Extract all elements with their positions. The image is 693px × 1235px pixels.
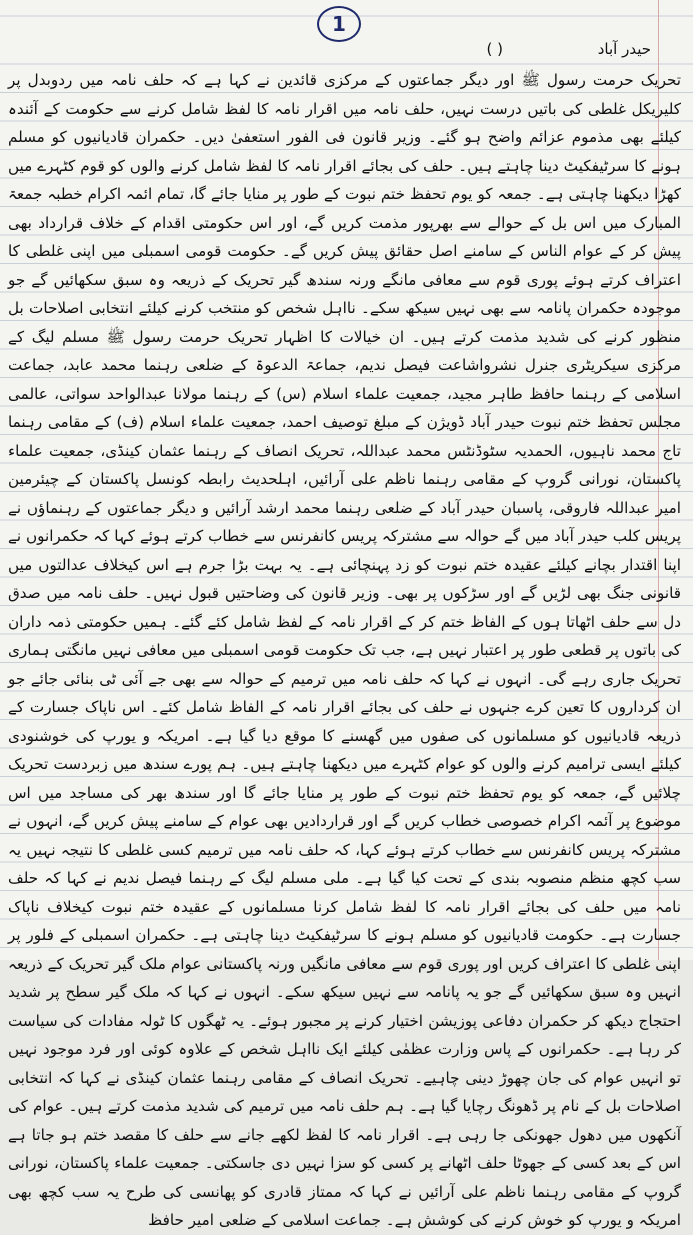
dateline <box>486 40 651 58</box>
dateline-city: حیدر آباد <box>597 40 651 58</box>
handwritten-paragraph: تحریک حرمت رسول ﷺ اور دیگر جماعتوں کے مرکزی قائدین نے کہا ہے کہ حلف نامہ میں ردوبدل پر کلیریکل غلطی کی باتیں درست نہیں، حلف نامہ میں اقرار نامہ کا لفظ شامل کرنے سے حکومت کے آئندہ کیلئے بھی مذموم عزائم واضح ہو گئے۔ وزیر قانون فی الفور استعفیٰ دیں۔ حکمران قادیانیوں کو مسلم ہونے کا سرٹیفکیٹ دینا چاہتے ہیں۔ حلف کی بجائے اقرار نامہ کا لفظ شامل کرنے والوں کو قوم کٹہرے میں کھڑا دیکھنا چاہتی ہے۔ جمعہ کو یوم تحفظ ختم نبوت کے طور پر منایا جائے گا، تمام ائمہ اکرام خطبہ جمعۃ المبارک میں اس بل کے حوالے سے بھرپور مذمت کریں گے، اور اس حکومتی اقدام کے خلاف قرارداد بھی پیش کر کے عوام الناس کے سامنے اصل حقائق پیش کریں گے۔ حکومت قومی اسمبلی میں اپنی غلطی کا اعتراف کرتے ہوئے پوری قوم سے معافی مانگے ورنہ سندھ گیر تحریک کے ذریعہ وہ سبق سکھائیں گے جو موجودہ حکمران پانامہ سے بھی نہیں سیکھ سکے۔ نااہل شخص کو منتخب کرنے کیلئے انتخابی اصلاحات بل منظور کرنے کی شدید مذمت کرتے ہیں۔ ان خیالات کا اظہار تحریک حرمت رسول ﷺ مسلم لیگ کے مرکزی سیکریٹری جنرل نشرواشاعت فیصل ندیم، جماعۃ الدعوۃ کے ضلعی رہنما محمد عابد، جماعت اسلامی کے رہنما حافظ طاہر مجید، جمعیت علماء اسلام (س) کے رہنما مولانا عبدالواحد سواتی، عالمی مجلس تحفظ ختم نبوت حیدر آباد ڈویژن کے مبلغ توصیف احمد، جمعیت علماء اسلام (ف) کے مقامی رہنما تاج محمد ناہیوں، الحمدیہ سٹوڈنٹس محمد عبداللہ، تحریک انصاف کے رہنما عثمان کینڈی، جمعیت علماء پاکستان، نورانی گروپ کے مقامی رہنما ناظم علی آرائیں، اہلحدیث رابطہ کونسل پاکستان کے چیئرمین امیر عبداللہ فاروقی، پاسبان حیدر آباد کے ضلعی رہنما محمد ارشد آرائیں و دیگر جماعتوں کے رہنماؤں نے پریس کلب حیدر آباد میں گے حوالہ سے مشترکہ پریس کانفرنس سے خطاب کرتے ہوئے کہا کہ حکمرانوں نے اپنا اقتدار بچانے کیلئے عقیدہ ختم نبوت کو زد پہنچائی ہے۔ یہ بہت بڑا جرم ہے اس کیخلاف عدالتوں میں قانونی جنگ بھی لڑیں گے اور سڑکوں پر بھی۔ وزیر قانون کی وضاحتیں قبول نہیں۔ حلف نامہ میں صدق دل سے حلف اٹھاتا ہوں کے الفاظ ختم کر کے اقرار نامہ کے لفظ شامل کئے گئے۔ ہمیں حکومتی ذمہ داران کی باتوں پر قطعی طور پر اعتبار نہیں ہے، جب تک حکومت قومی اسمبلی میں معافی نہیں مانگتی ہماری تحریک جاری رہے گی۔ انہوں نے کہا کہ حلف نامہ میں ترمیم کے حوالہ سے بھی جے آئی ٹی بنائی جائے جو ان کرداروں کا تعین کرے جنہوں نے حلف کی بجائے اقرار نامہ کے الفاظ شامل کئے۔ اس ناپاک جسارت کے ذریعہ قادیانیوں کو مسلمانوں کی صفوں میں گھسنے کا موقع دیا گیا ہے۔ امریکہ و یورپ کی خوشنودی کیلئے ایسی ترامیم کرنے والوں کو عوام کٹہرے میں دیکھنا چاہتے ہیں۔ ہم پورے سندھ میں زبردست تحریک چلائیں گے، جمعہ کو یوم تحفظ ختم نبوت کے طور پر منایا جائے گا اور سندھ بھر کی مساجد میں اس موضوع پر آئمہ اکرام خصوصی خطاب کریں گے اور قراردادیں بھی عوام کے سامنے پیش کریں گے، انہوں نے مشترکہ پریس کانفرنس سے خطاب کرتے ہوئے کہا، کہ حلف نامہ میں ترمیم کسی غلطی کا نتیجہ نہیں یہ سب کچھ منظم منصوبہ بندی کے تحت کیا گیا ہے۔ ملی مسلم لیگ کے رہنما فیصل ندیم نے کہا کہ حلف نامہ میں حلف کی بجائے اقرار نامہ کا لفظ شامل کرنا مسلمانوں کے عقیدہ ختم نبوت کیخلاف ناپاک جسارت ہے۔ حکومت قادیانیوں کو مسلم ہونے کا سرٹیفکیٹ دینا چاہتی ہے۔ حکمران اسمبلی کے فلور پر اپنی غلطی کا اعتراف کریں اور پوری قوم سے معافی مانگیں ورنہ پاکستانی عوام ملک گیر تحریک کے ذریعہ انہیں وہ سبق سکھائیں گے جو یہ پانامہ سے نہیں سیکھ سکے۔ انہوں نے کہا کہ ملک گیر سطح پر شدید احتجاج دیکھ کر حکمران دفاعی پوزیشن اختیار کرنے پر مجبور ہوئے۔ یہ ٹھگوں کا ٹولہ مفادات کی سیاست کر رہا ہے۔ حکمرانوں کے پاس وزارت عظمٰی کیلئے ایک نااہل شخص کے علاوہ کوئی اور فرد موجود نہیں تو انہیں عوام کی جان چھوڑ دینی چاہیے۔ تحریک انصاف کے مقامی رہنما عثمان کینڈی نے کہا کہ انتخابی اصلاحات بل کے نام پر ڈھونگ رچایا گیا ہے۔ ہم حلف نامہ میں ترمیم کی شدید مذمت کرتے ہیں۔ عوام کی آنکھوں میں دھول جھونکی جا رہی ہے۔ اقرار نامہ کا لفظ لکھے جانے سے حلف کا مقصد ختم ہو جاتا ہے اس کے بعد کسی کے جھوٹا حلف اٹھانے پر کسی کو سزا نہیں دی جاسکتی۔ جمعیت علماء پاکستان، نورانی گروپ کے مقامی رہنما ناظم علی آرائیں نے کہا کہ ممتاز قادری کو پھانسی کی طرح یہ سب کچھ بھی امریکہ و یورپ کو خوش کرنے کی کوشش ہے۔ جماعت اسلامی کے ضلعی امیر حافظ <box>8 71 681 1229</box>
page-number: 1 <box>317 6 361 42</box>
dateline-placeholder: ( ) <box>486 40 503 58</box>
